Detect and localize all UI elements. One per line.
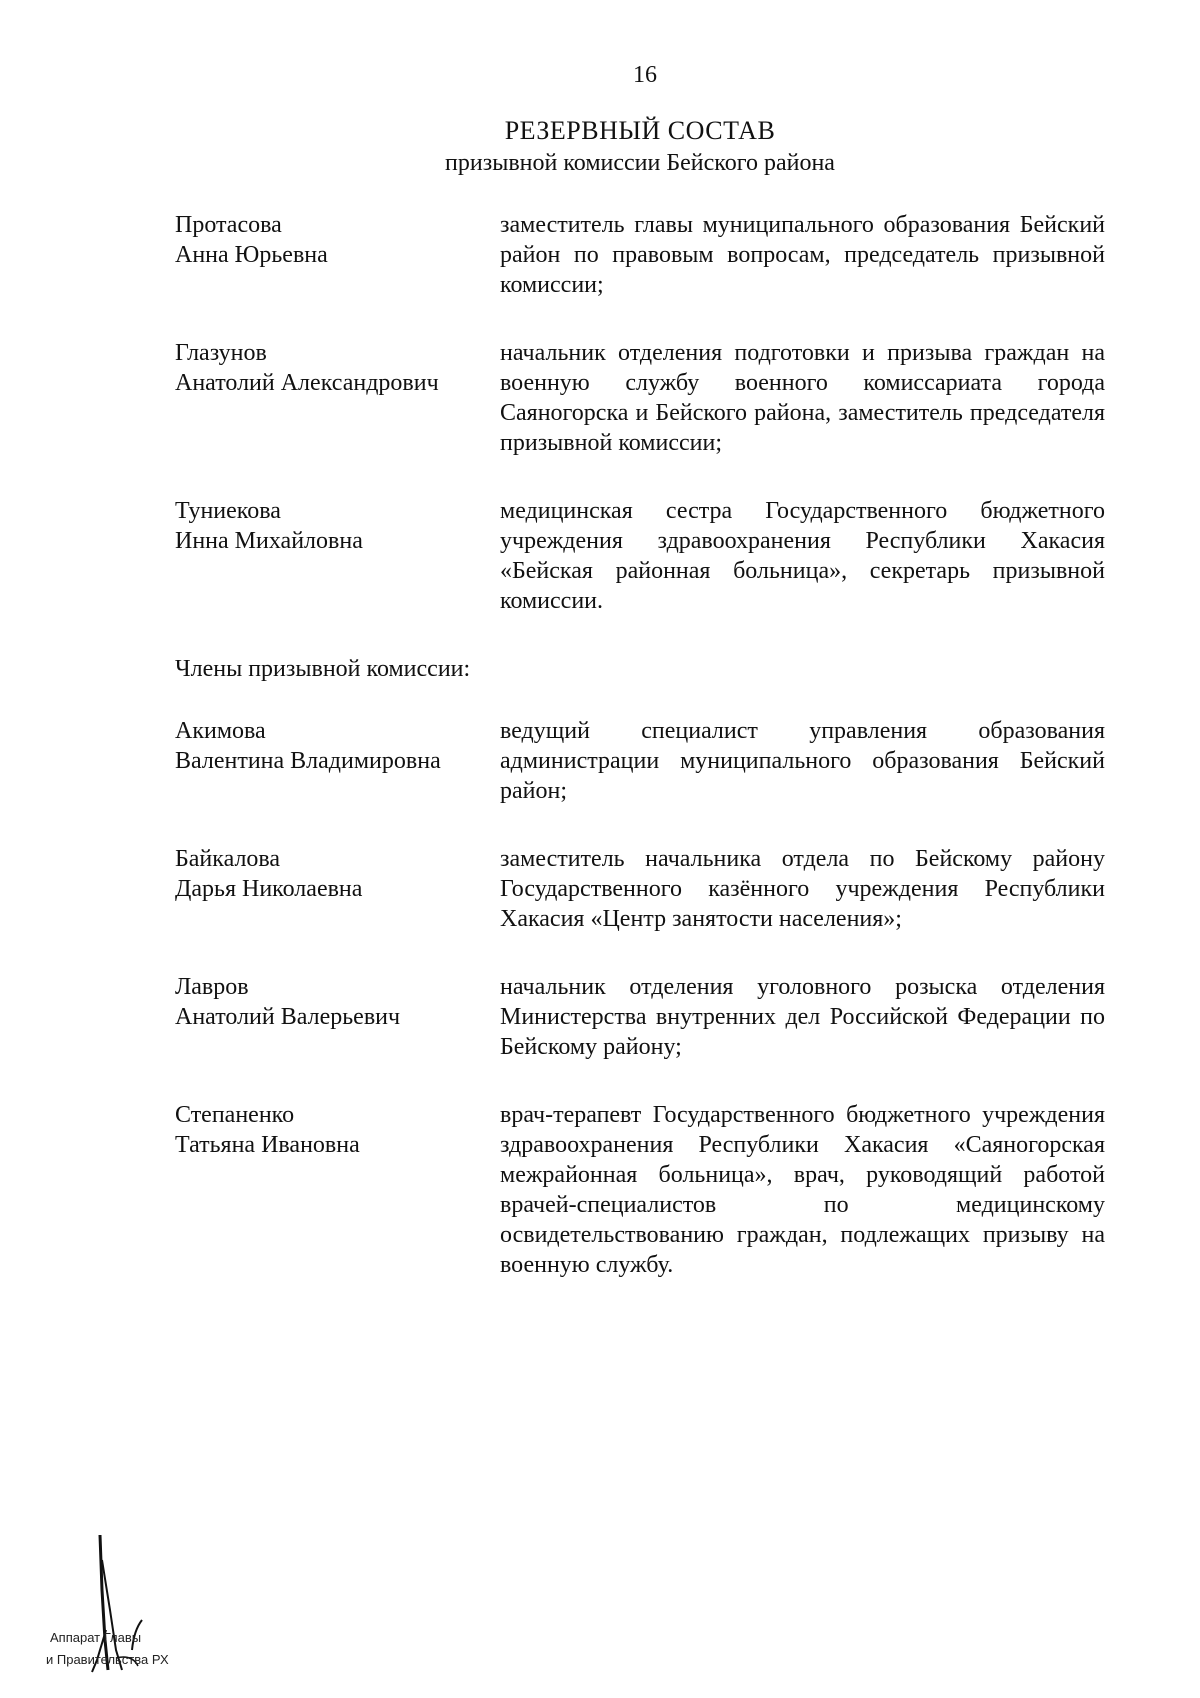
roster-entry xyxy=(175,338,1105,458)
person-name xyxy=(175,210,500,300)
person-name xyxy=(175,972,500,1062)
page-number: 16 xyxy=(633,62,657,88)
roster-entry xyxy=(175,210,1105,300)
stamp-text-line: Аппарат Главы xyxy=(50,1630,142,1645)
person-name xyxy=(175,338,500,458)
person-given-names: Валентина Владимировна xyxy=(175,748,441,774)
person-position: начальник отделения уголовного розыска отделения Министерства внутренних дел Российской Федерации по Бейскому району; xyxy=(500,974,1105,1060)
person-name xyxy=(175,716,500,806)
members-heading: Члены призывной комиссии: xyxy=(175,656,471,682)
person-given-names: Татьяна Ивановна xyxy=(175,1132,360,1158)
roster-entry xyxy=(175,1100,1105,1280)
document-title: РЕЗЕРВНЫЙ СОСТАВ xyxy=(504,116,776,145)
stamp-text-line: и Правительства РХ xyxy=(46,1652,169,1667)
person-surname: Протасова xyxy=(175,212,282,238)
person-given-names: Анатолий Александрович xyxy=(175,370,439,396)
person-given-names: Анатолий Валерьевич xyxy=(175,1004,401,1030)
person-name xyxy=(175,496,500,616)
roster-entry xyxy=(175,972,1105,1062)
person-position: заместитель начальника отдела по Бейскому району Государственного казённого учреждения Республики Хакасия «Центр занятости населения»; xyxy=(500,846,1105,932)
person-given-names: Инна Михайловна xyxy=(175,528,363,554)
person-name xyxy=(175,1100,500,1280)
person-position: заместитель главы муниципального образования Бейский район по правовым вопросам, председатель призывной комиссии; xyxy=(500,212,1105,298)
commission-roster xyxy=(175,210,1105,1318)
person-name xyxy=(175,844,500,934)
document-subtitle: призывной комиссии Бейского района xyxy=(445,150,835,176)
person-position: врач-терапевт Государственного бюджетного учреждения здравоохранения Республики Хакасия «Саяногорская межрайонная больница», врач, руководящий работой врачей-специалистов по медицинскому освидетельствованию граждан, подлежащих призыву на военную службу. xyxy=(500,1102,1105,1278)
person-surname: Степаненко xyxy=(175,1102,295,1128)
roster-entry xyxy=(175,496,1105,616)
person-given-names: Анна Юрьевна xyxy=(175,242,328,268)
person-position: ведущий специалист управления образования администрации муниципального образования Бейский район; xyxy=(500,718,1105,804)
person-surname: Глазунов xyxy=(175,340,267,366)
person-given-names: Дарья Николаевна xyxy=(175,876,363,902)
roster-entry xyxy=(175,844,1105,934)
person-surname: Акимова xyxy=(175,718,266,744)
person-surname: Туниекова xyxy=(175,498,281,524)
person-surname: Байкалова xyxy=(175,846,281,872)
roster-entry xyxy=(175,716,1105,806)
person-surname: Лавров xyxy=(175,974,249,1000)
person-position: начальник отделения подготовки и призыва граждан на военную службу военного комиссариата города Саяногорска и Бейского района, заместитель председателя призывной комиссии; xyxy=(500,340,1105,456)
person-position: медицинская сестра Государственного бюджетного учреждения здравоохранения Республики Хакасия «Бейская районная больница», секретарь призывной комиссии. xyxy=(500,498,1105,614)
